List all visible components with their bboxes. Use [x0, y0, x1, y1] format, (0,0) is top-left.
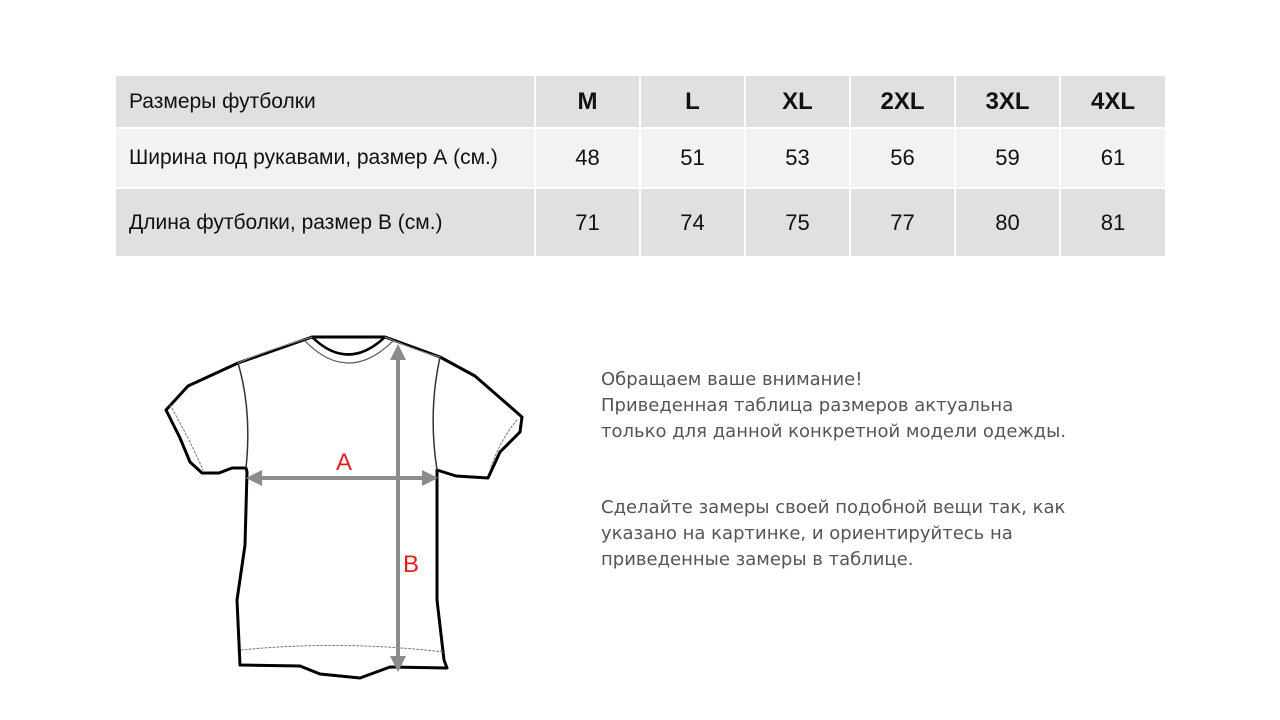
- attention-line-2: Приведенная таблица размеров актуальна: [601, 395, 1014, 416]
- size-header-l: L: [640, 76, 745, 128]
- table-cell: 77: [850, 188, 955, 256]
- table-cell: 59: [955, 128, 1060, 188]
- table-row: [116, 188, 1165, 256]
- table-cell: 80: [955, 188, 1060, 256]
- instruction-note: [601, 495, 1161, 573]
- size-header-4xl: 4XL: [1060, 76, 1165, 128]
- size-header-xl: XL: [745, 76, 850, 128]
- attention-line-3: только для данной конкретной модели одежды.: [601, 421, 1067, 442]
- table-cell: 81: [1100, 209, 1126, 235]
- size-header-m: M: [535, 76, 640, 128]
- attention-note: [601, 367, 1161, 445]
- label-b: B: [402, 551, 420, 578]
- table-header-row: [116, 76, 1165, 128]
- table-cell: 53: [745, 128, 850, 188]
- table-cell: 71: [535, 188, 640, 256]
- instruction-line-3: приведенные замеры в таблице.: [601, 549, 914, 570]
- label-a: A: [335, 449, 353, 476]
- size-table: [116, 76, 1165, 256]
- row-label-width: Ширина под рукавами, размер А (см.): [116, 128, 535, 188]
- size-header-3xl: 3XL: [955, 76, 1060, 128]
- tshirt-diagram: [150, 325, 550, 685]
- size-header-2xl: 2XL: [850, 76, 955, 128]
- table-cell: 56: [850, 128, 955, 188]
- table-row: [116, 128, 1165, 188]
- table-cell: 75: [745, 188, 850, 256]
- instruction-line-1: Сделайте замеры своей подобной вещи так, как: [601, 497, 1066, 518]
- tshirt-outline-icon: [166, 337, 522, 678]
- table-cell: 74: [640, 188, 745, 256]
- table-cell: 51: [640, 128, 745, 188]
- table-cell: 48: [535, 128, 640, 188]
- table-header-label: Размеры футболки: [116, 76, 535, 128]
- table-cell: 61: [1060, 128, 1165, 188]
- attention-line-1: Обращаем ваше внимание!: [601, 369, 863, 390]
- instruction-line-2: указано на картинке, и ориентируйтесь на: [601, 523, 1013, 544]
- row-label-length: Длина футболки, размер В (см.): [116, 188, 535, 256]
